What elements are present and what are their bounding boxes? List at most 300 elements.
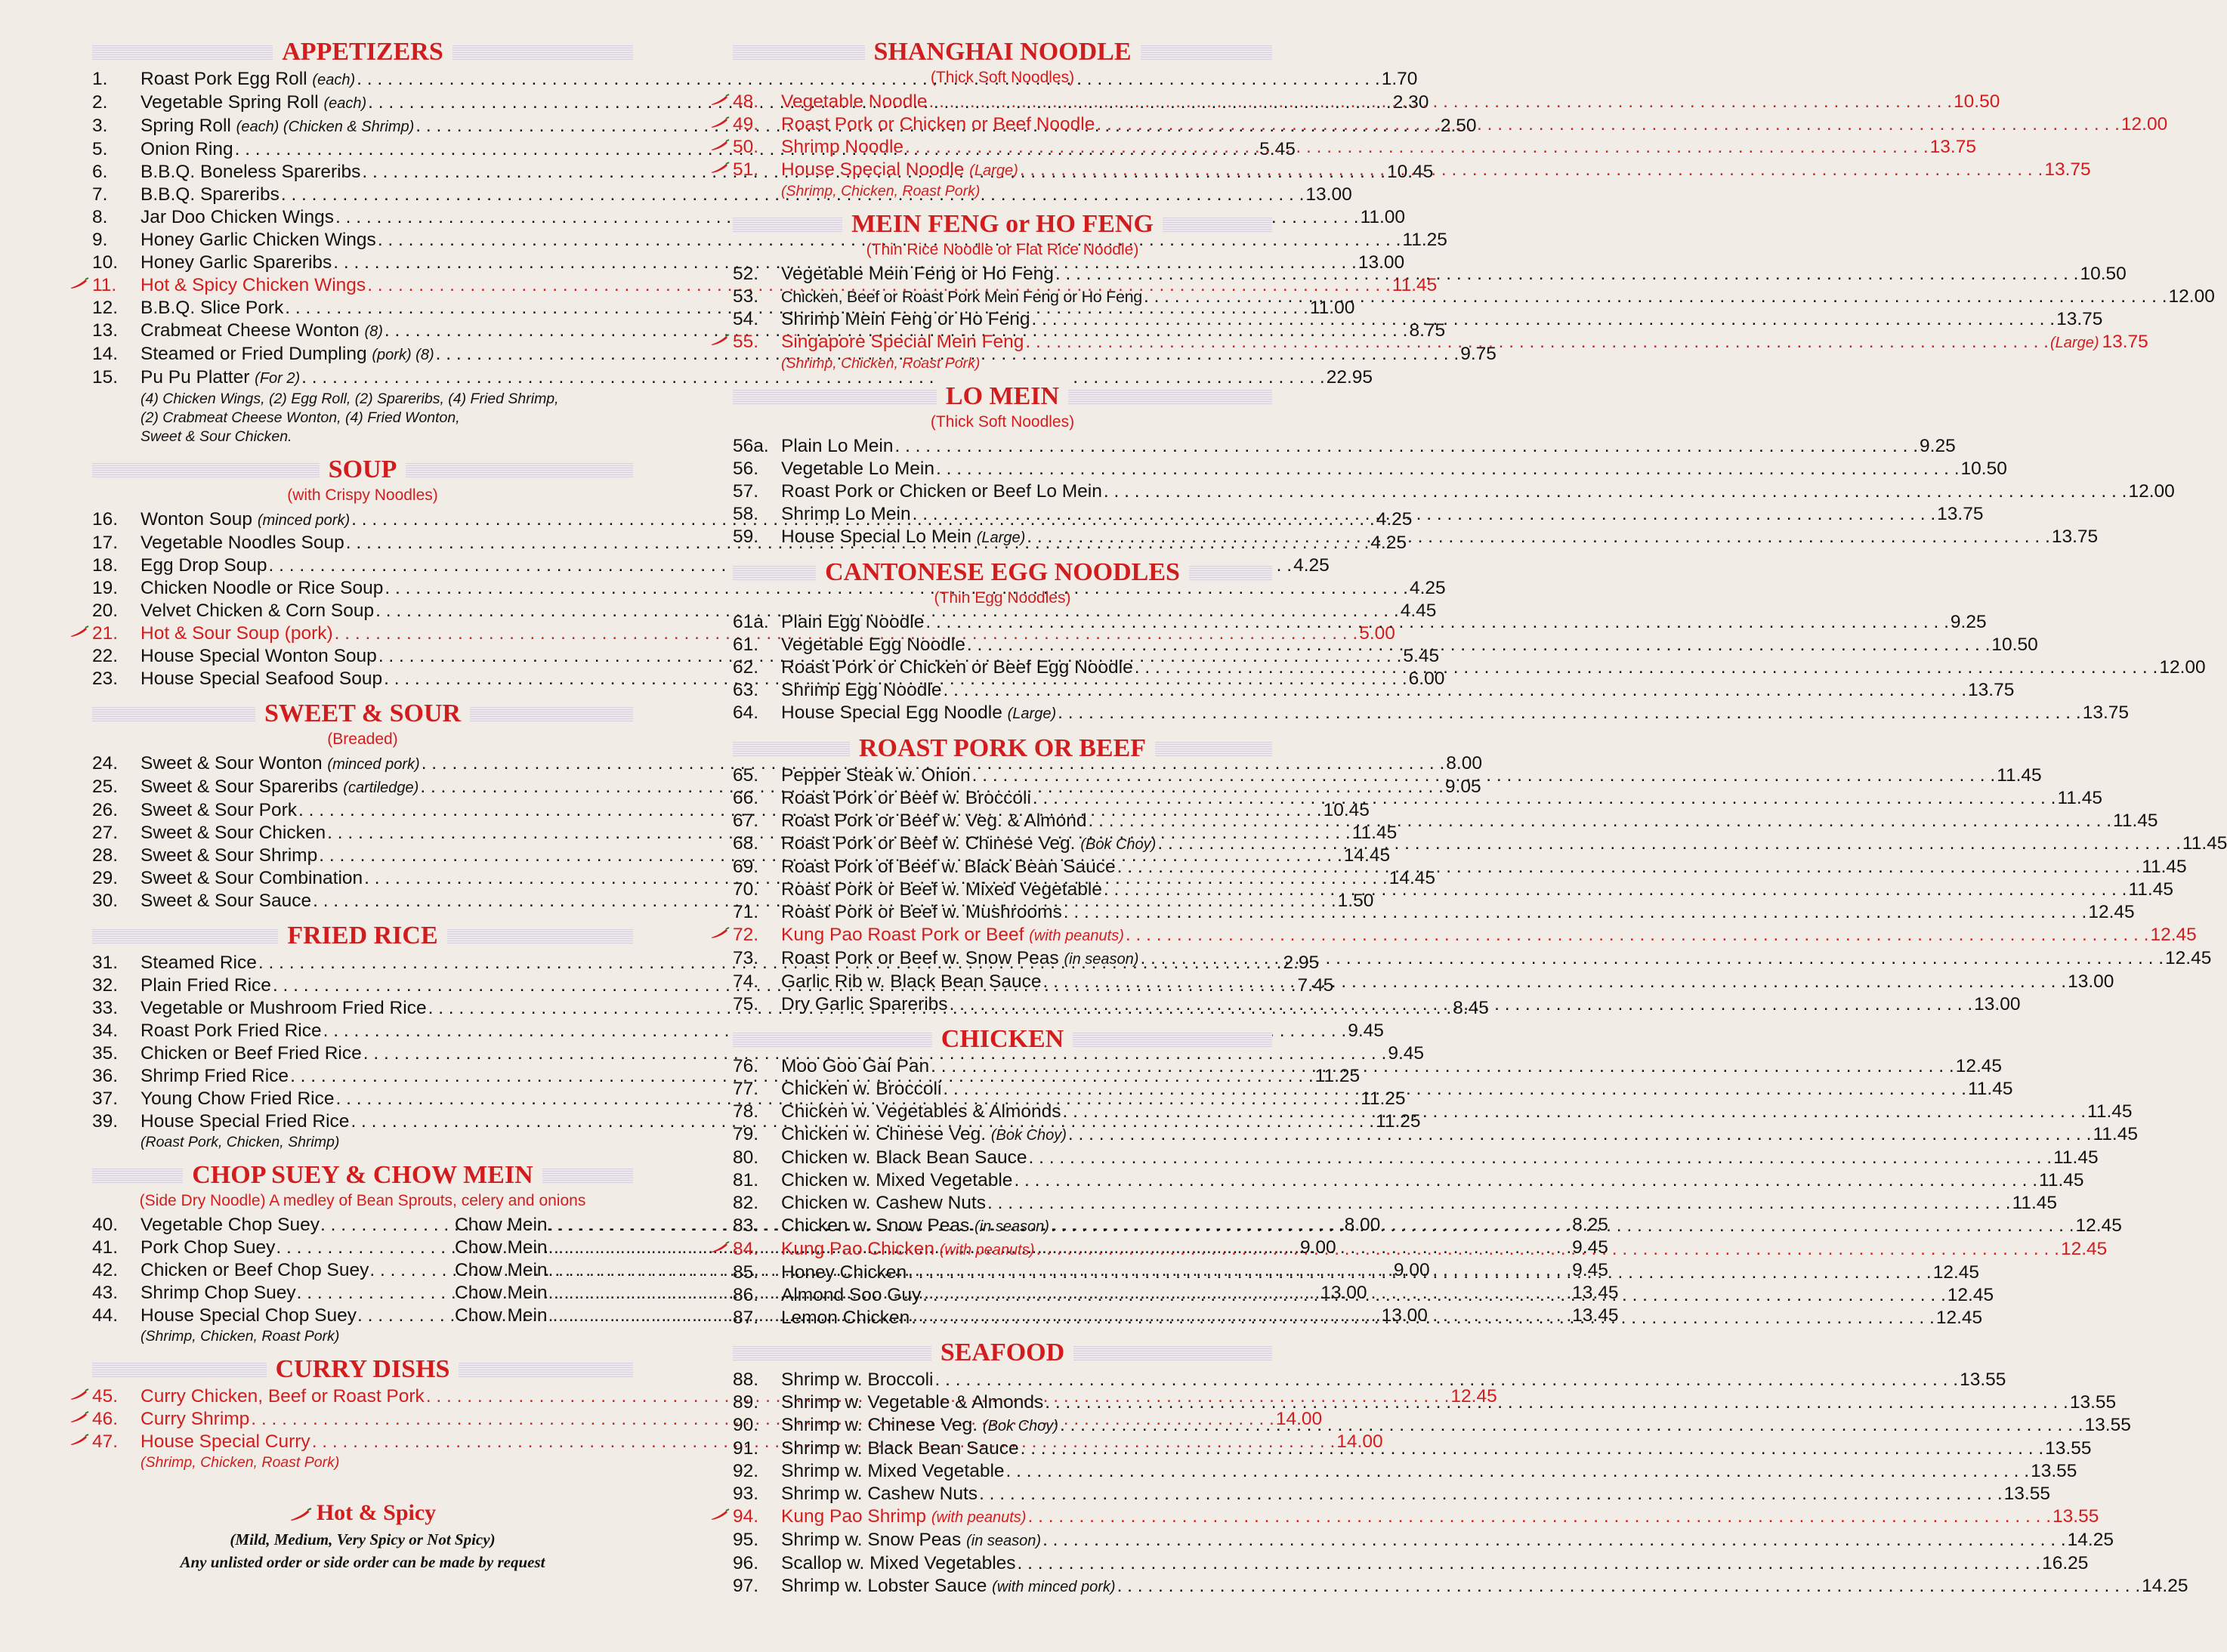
dot-leader xyxy=(1006,1460,2030,1483)
item-number: 62. xyxy=(733,657,759,678)
item-name-group xyxy=(781,113,1095,136)
dot-leader xyxy=(1117,856,2141,878)
item-name: Wonton Soup xyxy=(141,509,253,530)
item-name: Dry Garlic Spareribs xyxy=(781,994,948,1014)
item-price: 12.45 xyxy=(2088,902,2135,922)
item-name-group xyxy=(781,611,924,634)
spice-levels: (Mild, Medium, Very Spicy or Not Spicy) xyxy=(230,1530,496,1549)
item-price: 5.45 xyxy=(1403,646,1440,666)
item-name-group xyxy=(781,656,1133,679)
item-number: 22. xyxy=(92,646,119,666)
item-number: 25. xyxy=(92,777,119,797)
item-name: Shrimp Egg Noodle xyxy=(781,680,942,700)
item-price: 11.25 xyxy=(1361,1088,1406,1109)
item-name-group xyxy=(141,138,233,161)
section-title: CANTONESE EGG NOODLES xyxy=(816,557,1189,588)
item-price: 9.45 xyxy=(1348,1021,1384,1041)
item-name: Vegetable Spring Roll xyxy=(141,92,319,113)
dot-leader xyxy=(936,458,1960,480)
dot-leader xyxy=(928,91,1952,113)
item-number: 31. xyxy=(92,953,119,973)
item-price: 10.45 xyxy=(1387,162,1434,182)
footer-note xyxy=(92,1498,633,1573)
item-name-group xyxy=(781,1575,1116,1598)
item-number: 80. xyxy=(733,1147,759,1168)
item-number: 52. xyxy=(733,264,759,284)
dot-leader xyxy=(1032,308,2056,331)
item-price: 11.25 xyxy=(1314,1066,1361,1086)
pepper-icon xyxy=(710,94,730,106)
item-number: 78. xyxy=(733,1101,759,1122)
dot-leader xyxy=(1068,1123,2092,1146)
menu-item[interactable] xyxy=(733,702,2130,725)
item-name-group xyxy=(781,503,911,526)
item-number: 53. xyxy=(733,286,759,307)
item-number: 89. xyxy=(733,1392,759,1413)
item-number: 65. xyxy=(733,765,759,786)
item-price: 11.45 xyxy=(2142,857,2187,877)
dot-leader xyxy=(972,764,1996,787)
chow-mein-label: Chow Mein xyxy=(455,1237,548,1258)
menu-item[interactable] xyxy=(733,480,2175,503)
dot-leader xyxy=(987,1192,2011,1215)
item-note: (with peanuts) xyxy=(939,1242,1035,1258)
section-title: SOUP xyxy=(320,454,406,486)
item-note: (Bok Choy) xyxy=(990,1127,1067,1144)
item-name: Honey Garlic Chicken Wings xyxy=(141,230,376,250)
item-description: (Shrimp, Chicken, Roast Pork) xyxy=(781,355,981,372)
hot-spicy-legend xyxy=(92,1498,633,1528)
item-name: Singapore Special Mein Feng xyxy=(781,332,1024,352)
menu-item[interactable] xyxy=(733,1192,2058,1215)
item-price: 12.00 xyxy=(2159,657,2206,678)
item-number: 21. xyxy=(92,623,119,644)
item-name-group xyxy=(781,480,1102,503)
item-name-group xyxy=(781,458,934,480)
item-name: Chicken or Beef Fried Rice xyxy=(141,1043,362,1064)
dot-leader xyxy=(1020,159,2043,181)
pepper-icon xyxy=(710,1241,730,1253)
dot-leader xyxy=(925,611,1949,634)
item-number: 45. xyxy=(92,1386,119,1407)
item-number: 66. xyxy=(733,788,759,808)
item-name: Honey Garlic Spareribs xyxy=(141,252,332,273)
item-price: 8.00 xyxy=(1446,753,1482,774)
item-name: Steamed Rice xyxy=(141,953,257,973)
item-price: 13.00 xyxy=(1305,184,1352,205)
dot-leader xyxy=(1055,263,2079,286)
menu-item[interactable] xyxy=(733,1369,2006,1391)
item-price: 13.00 xyxy=(1320,1283,1367,1303)
item-number: 36. xyxy=(92,1066,119,1086)
item-price: 4.25 xyxy=(1293,555,1330,576)
item-price: 13.75 xyxy=(2056,309,2103,329)
item-number: 50. xyxy=(733,137,759,157)
item-number: 39. xyxy=(92,1111,119,1132)
item-price: 10.50 xyxy=(2080,264,2127,284)
item-name-group xyxy=(781,331,1024,354)
item-name-group xyxy=(141,252,332,274)
item-name: Shrimp Noodle xyxy=(781,137,904,157)
pepper-icon xyxy=(69,1434,89,1446)
item-name-group xyxy=(781,1552,1016,1575)
item-price: 12.45 xyxy=(2150,925,2197,945)
item-price: 12.45 xyxy=(1947,1285,1994,1305)
item-name-group xyxy=(781,1529,1041,1552)
item-number: 14. xyxy=(92,344,119,364)
item-name: Shrimp w. Lobster Sauce xyxy=(781,1576,987,1596)
item-name: B.B.Q. Spareribs xyxy=(141,184,280,205)
item-note: (in season) xyxy=(975,1218,1049,1235)
item-price: 13.00 xyxy=(1358,252,1405,273)
item-price: 14.25 xyxy=(2142,1576,2188,1596)
dot-leader xyxy=(922,1284,1946,1307)
item-name: Scallop w. Mixed Vegetables xyxy=(781,1553,1016,1573)
item-name-group xyxy=(781,1238,1034,1261)
item-name: Sweet & Sour Shrimp xyxy=(141,845,318,866)
item-name: Shrimp Mein Feng or Ho Feng xyxy=(781,309,1030,329)
item-number: 9. xyxy=(92,230,108,250)
dot-leader xyxy=(1045,1391,2068,1414)
section-title: SWEET & SOUR xyxy=(255,698,470,730)
item-number: 46. xyxy=(92,1409,119,1429)
menu-item[interactable] xyxy=(733,435,1956,458)
item-price: 13.00 xyxy=(1381,1305,1428,1326)
item-number: 68. xyxy=(733,833,759,854)
item-number: 95. xyxy=(733,1530,759,1550)
unlisted-order-note: Any unlisted order or side order can be made by request xyxy=(180,1553,545,1571)
item-name-group xyxy=(781,1505,1026,1529)
item-name: Chicken or Beef Chop Suey xyxy=(141,1260,369,1280)
item-number: 27. xyxy=(92,823,119,843)
item-price: 12.45 xyxy=(1450,1386,1497,1407)
section-header xyxy=(733,381,1272,412)
item-name-group xyxy=(781,1483,978,1505)
item-price: 13.55 xyxy=(2003,1484,2050,1504)
item-name: Egg Drop Soup xyxy=(141,555,267,576)
item-name-group xyxy=(781,971,1042,993)
item-name: Curry Shrimp xyxy=(141,1409,250,1429)
item-number: 94. xyxy=(733,1506,759,1527)
dot-leader xyxy=(1117,1575,2141,1598)
section-header xyxy=(733,36,1272,68)
item-description: (Shrimp, Chicken, Roast Pork) xyxy=(141,1328,340,1345)
item-note: (in season) xyxy=(1064,951,1139,968)
item-number: 2. xyxy=(92,92,108,113)
item-note: (Bok Choy) xyxy=(1080,836,1157,853)
item-name-group xyxy=(781,526,1025,549)
pepper-icon xyxy=(69,277,89,289)
item-name-group xyxy=(781,159,1018,182)
item-number: 69. xyxy=(733,857,759,877)
section-subtitle: (Thick Soft Noodles) xyxy=(930,69,1075,86)
item-price: 11.45 xyxy=(2113,811,2158,831)
item-price: 22.95 xyxy=(1326,367,1373,388)
item-name-group xyxy=(141,274,366,297)
item-number: 93. xyxy=(733,1484,759,1504)
dot-leader xyxy=(1036,1238,2059,1261)
item-price: 14.00 xyxy=(1336,1431,1383,1452)
item-number: 61a. xyxy=(733,612,769,632)
item-note: (For 2) xyxy=(255,370,301,387)
item-name: Chicken w. Mixed Vegetable xyxy=(781,1170,1013,1190)
item-name: Almond Soo Guy xyxy=(781,1285,922,1305)
item-name: Shrimp Fried Rice xyxy=(141,1066,289,1086)
item-price: 8.75 xyxy=(1409,320,1446,341)
pepper-icon xyxy=(710,927,730,939)
dot-leader xyxy=(1135,656,2158,679)
item-name-group xyxy=(781,702,1056,725)
item-name: Roast Pork of Beef w. Black Bean Sauce xyxy=(781,857,1116,877)
item-name-group xyxy=(781,136,903,159)
item-name: Plain Egg Noodle xyxy=(781,612,925,632)
item-price: 11.45 xyxy=(2128,879,2173,900)
dot-leader xyxy=(1025,331,2049,354)
section-header xyxy=(92,1159,633,1191)
item-price: 7.45 xyxy=(1297,975,1334,996)
section-title: ROAST PORK OR BEEF xyxy=(850,733,1155,764)
pepper-icon xyxy=(289,1507,312,1522)
item-name-group xyxy=(781,435,893,458)
item-number: 58. xyxy=(733,504,759,524)
item-number: 71. xyxy=(733,902,759,922)
item-number: 75. xyxy=(733,994,759,1014)
item-price: 9.00 xyxy=(1393,1260,1430,1280)
item-price: 13.55 xyxy=(2084,1415,2131,1435)
item-name-group xyxy=(141,890,311,912)
dot-leader xyxy=(1144,286,2167,308)
item-price: 9.25 xyxy=(1950,612,1987,632)
item-name-group xyxy=(781,308,1030,331)
chow-mein-label: Chow Mein xyxy=(455,1305,548,1326)
item-number: 84. xyxy=(733,1239,759,1259)
item-name: Pepper Steak w. Onion xyxy=(781,765,971,786)
item-name-group xyxy=(781,1215,1049,1238)
chow-mein-label: Chow Mein xyxy=(455,1260,548,1280)
item-price: 13.75 xyxy=(2082,702,2130,723)
pepper-icon xyxy=(710,1508,730,1521)
item-price: 14.45 xyxy=(1388,868,1436,888)
item-name: House Special Lo Mein xyxy=(781,526,971,547)
item-name-group xyxy=(141,91,366,115)
menu-item[interactable] xyxy=(733,1460,2077,1483)
item-number: 88. xyxy=(733,1369,759,1390)
item-name-group xyxy=(141,206,334,229)
menu-item[interactable] xyxy=(733,1575,2188,1598)
item-price: 10.45 xyxy=(1323,800,1370,820)
item-number: 90. xyxy=(733,1415,759,1435)
menu-item[interactable] xyxy=(733,458,2007,480)
item-price: 11.45 xyxy=(1351,823,1398,843)
item-name-group xyxy=(141,752,420,776)
item-number: 26. xyxy=(92,800,119,820)
item-price: 13.75 xyxy=(2102,332,2148,352)
menu-item[interactable] xyxy=(733,1483,2050,1505)
item-note: (Large) xyxy=(969,162,1018,179)
section-header xyxy=(92,36,633,68)
item-number: 32. xyxy=(92,975,119,996)
menu-item[interactable] xyxy=(733,1529,2114,1552)
section-title: FRIED RICE xyxy=(278,920,446,952)
menu-item[interactable] xyxy=(733,1123,2138,1147)
item-number: 3. xyxy=(92,116,108,136)
item-number: 56a. xyxy=(733,436,769,456)
item-name: Shrimp Chop Suey xyxy=(141,1283,296,1303)
item-name-group xyxy=(781,1307,910,1329)
section-subtitle: (Breaded) xyxy=(327,730,398,748)
dot-leader xyxy=(1042,1529,2066,1552)
dot-leader xyxy=(943,1078,1966,1101)
item-name: Kung Pao Roast Pork or Beef xyxy=(781,925,1024,945)
item-price: 12.45 xyxy=(2060,1239,2108,1259)
item-name: House Special Chop Suey xyxy=(141,1305,357,1326)
item-name: Steamed or Fried Dumpling xyxy=(141,344,367,364)
menu-item[interactable] xyxy=(733,1552,2089,1575)
item-name-group xyxy=(141,554,267,577)
item-price: 13.75 xyxy=(1968,680,2015,700)
item-name-group xyxy=(781,947,1138,971)
item-note: (each) xyxy=(323,95,367,112)
item-name: Shrimp w. Mixed Vegetable xyxy=(781,1461,1005,1481)
item-price: 9.00 xyxy=(1299,1237,1336,1258)
item-name: Roast Pork or Beef w. Snow Peas xyxy=(781,948,1059,968)
item-name: Shrimp w. Vegetable & Almonds xyxy=(781,1392,1044,1413)
item-name: Roast Pork or Beef w. Broccoli xyxy=(781,788,1031,808)
item-name: House Special Wonton Soup xyxy=(141,646,377,666)
item-name-group xyxy=(781,286,1142,308)
item-name: Garlic Rib w. Black Bean Sauce xyxy=(781,971,1042,992)
item-price: 13.75 xyxy=(1937,504,1984,524)
dot-leader xyxy=(967,634,1991,656)
item-price: 11.45 xyxy=(1391,275,1438,295)
section-header xyxy=(92,1354,633,1385)
item-price: 12.45 xyxy=(2165,948,2212,968)
item-price: 10.50 xyxy=(1991,635,2038,655)
chow-mein-price: 13.45 xyxy=(1572,1283,1619,1303)
item-price: 13.55 xyxy=(2045,1438,2092,1459)
dot-leader xyxy=(950,993,1973,1016)
dot-leader xyxy=(1051,1215,2074,1237)
item-price: 5.45 xyxy=(1259,139,1296,159)
section-header xyxy=(733,1024,1272,1055)
item-price: 8.00 xyxy=(1344,1215,1381,1235)
item-number: 16. xyxy=(92,509,119,530)
item-number: 5. xyxy=(92,139,108,159)
item-price: 12.45 xyxy=(1955,1056,2002,1076)
item-name-group xyxy=(781,1123,1067,1147)
item-name: Lemon Chicken xyxy=(781,1308,910,1328)
item-name: Roast Pork or Beef w. Chinese Veg. xyxy=(781,833,1076,854)
item-number: 86. xyxy=(733,1285,759,1305)
item-name-group xyxy=(781,832,1156,856)
section-title: SHANGHAI NOODLE xyxy=(865,36,1141,68)
section-subtitle: (Thick Soft Noodles) xyxy=(930,413,1075,431)
item-name: Sweet & Sour Chicken xyxy=(141,823,326,843)
section-header xyxy=(733,557,1272,588)
item-name: B.B.Q. Slice Pork xyxy=(141,298,284,318)
item-number: 96. xyxy=(733,1553,759,1573)
item-name-group xyxy=(141,508,350,532)
item-name-group xyxy=(781,263,1054,286)
item-number: 8. xyxy=(92,207,108,227)
item-price: 2.95 xyxy=(1283,953,1320,973)
item-price: 9.05 xyxy=(1444,777,1481,797)
item-name-group xyxy=(141,997,427,1020)
menu-item[interactable] xyxy=(733,924,2197,947)
item-name: Chicken w. Black Bean Sauce xyxy=(781,1147,1027,1168)
item-number: 10. xyxy=(92,252,119,273)
section-title: CURRY DISHS xyxy=(267,1354,459,1385)
item-name-group xyxy=(141,867,363,890)
chow-mein-price: 9.45 xyxy=(1572,1260,1608,1280)
item-note: (Large) xyxy=(1007,706,1057,722)
item-number: 33. xyxy=(92,998,119,1018)
menu-item[interactable] xyxy=(92,366,1373,390)
item-number: 55. xyxy=(733,332,759,352)
menu-item[interactable] xyxy=(733,1169,2084,1192)
item-price: 14.45 xyxy=(1343,845,1391,866)
chow-mein-label: Chow Mein xyxy=(455,1283,548,1303)
item-name-group xyxy=(781,1101,1061,1123)
item-note: (Bok Choy) xyxy=(982,1418,1058,1434)
menu-item[interactable] xyxy=(733,1147,2099,1169)
item-price: 13.75 xyxy=(2044,159,2091,180)
item-note: (Large) xyxy=(2050,335,2099,351)
item-price: 12.00 xyxy=(2120,114,2168,134)
item-price: 11.25 xyxy=(1402,230,1447,250)
item-number: 29. xyxy=(92,868,119,888)
item-price: 13.75 xyxy=(2051,526,2099,547)
item-name: Onion Ring xyxy=(141,139,233,159)
item-number: 63. xyxy=(733,680,759,700)
item-number: 37. xyxy=(92,1088,119,1109)
dot-leader xyxy=(1157,832,2181,855)
chow-mein-label: Chow Mein xyxy=(455,1215,548,1235)
item-number: 20. xyxy=(92,601,119,621)
item-name: Vegetable Noodle xyxy=(781,91,928,112)
item-number: 82. xyxy=(733,1193,759,1213)
item-price: 12.45 xyxy=(1932,1262,1980,1283)
section-header xyxy=(92,920,633,952)
pepper-icon xyxy=(710,162,730,174)
pepper-icon xyxy=(69,1411,89,1423)
item-name-group xyxy=(781,878,1102,901)
item-name: Pu Pu Platter xyxy=(141,367,250,388)
item-name: House Special Egg Noodle xyxy=(781,702,1002,723)
item-price: 11.45 xyxy=(2012,1193,2058,1213)
item-price: 11.45 xyxy=(2093,1124,2138,1144)
item-name-group xyxy=(141,845,317,867)
item-price: 1.50 xyxy=(1337,891,1374,911)
item-name: Shrimp w. Black Bean Sauce xyxy=(781,1438,1019,1459)
item-number: 91. xyxy=(733,1438,759,1459)
item-name-group xyxy=(141,297,283,320)
item-name-group xyxy=(141,161,360,184)
menu-item[interactable] xyxy=(92,1042,1425,1065)
item-name-group xyxy=(141,952,257,974)
item-name-group xyxy=(781,1437,1019,1460)
item-description: (Roast Pork, Chicken, Shrimp) xyxy=(141,1134,340,1150)
item-note: (minced pork) xyxy=(327,756,420,773)
item-number: 6. xyxy=(92,162,108,182)
item-number: 97. xyxy=(733,1576,759,1596)
menu-item[interactable] xyxy=(733,1505,2099,1529)
item-name-group xyxy=(141,822,326,845)
item-price: 11.45 xyxy=(2057,788,2102,808)
dot-leader xyxy=(1096,113,2120,136)
item-number: 72. xyxy=(733,925,759,945)
item-note: (with minced pork) xyxy=(992,1579,1116,1595)
